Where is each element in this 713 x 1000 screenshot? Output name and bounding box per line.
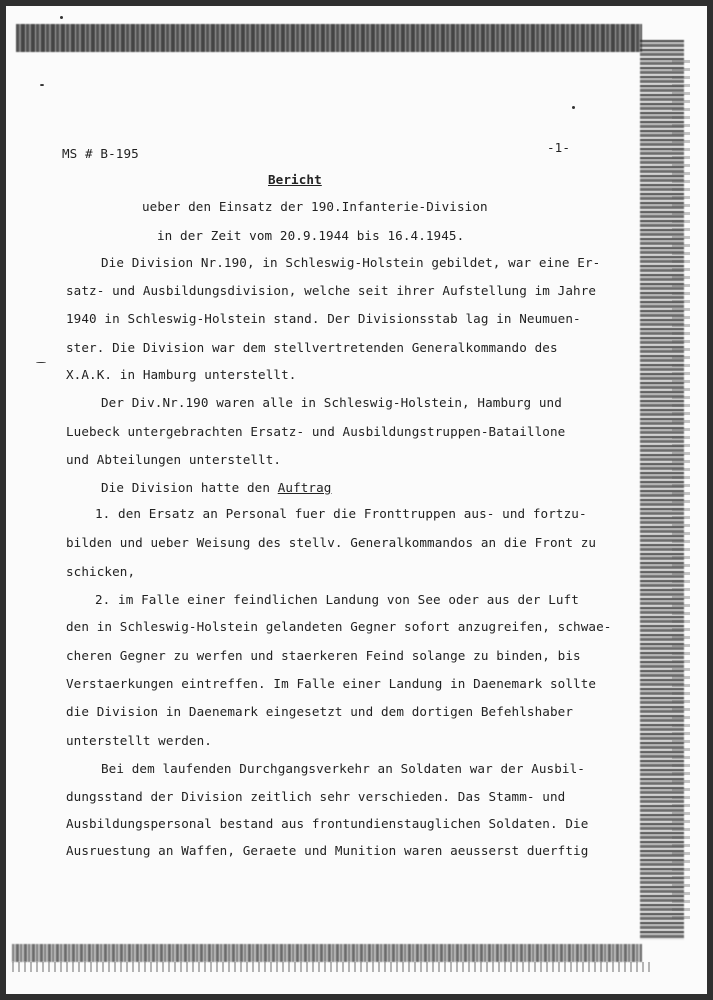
copy-edge-bottom [12, 944, 642, 962]
body-line: X.A.K. in Hamburg unterstellt. [66, 367, 297, 382]
speck [572, 106, 575, 109]
body-line: satz- und Ausbildungsdivision, welche seit ihrer Aufstellung im Jahre [66, 283, 597, 298]
body-line: Die Division Nr.190, in Schleswig-Holstein gebildet, war eine Er- [101, 255, 601, 270]
body-line: ster. Die Division war dem stellvertretenden Generalkommando des [66, 340, 558, 355]
body-line: Ausbildungspersonal bestand aus frontundienstauglichen Soldaten. Die [66, 816, 589, 831]
body-line: Luebeck untergebrachten Ersatz- und Ausbildungstruppen-Bataillone [66, 424, 566, 439]
underlined-word: Auftrag [277, 480, 332, 495]
body-line: Der Div.Nr.190 waren alle in Schleswig-Holstein, Hamburg und [101, 395, 562, 410]
copy-edge-bottom-faint [12, 962, 652, 972]
body-line: Bei dem laufenden Durchgangsverkehr an Soldaten war der Ausbil- [101, 761, 585, 776]
body-line: schicken, [66, 564, 136, 579]
subtitle-line-2: in der Zeit vom 20.9.1944 bis 16.4.1945. [157, 228, 465, 243]
body-line: und Abteilungen unterstellt. [66, 452, 282, 467]
page-number: -1- [547, 140, 571, 155]
speck [60, 16, 63, 19]
copy-edge-top [16, 24, 642, 52]
copy-edge-right-faint [672, 60, 690, 920]
body-line: 1940 in Schleswig-Holstein stand. Der Divisionsstab lag in Neumuen- [66, 311, 581, 326]
list-item: 1. den Ersatz an Personal fuer die Fronttruppen aus- und fortzu- [95, 506, 587, 521]
document-title: Bericht [268, 172, 322, 187]
body-line: bilden und ueber Weisung des stellv. Generalkommandos an die Front zu [66, 535, 597, 550]
body-line: Verstaerkungen eintreffen. Im Falle einer Landung in Daenemark sollte [66, 676, 597, 691]
body-line: den in Schleswig-Holstein gelandeten Gegner sofort anzugreifen, schwae- [66, 619, 612, 634]
subtitle-line-1: ueber den Einsatz der 190.Infanterie-Division [142, 199, 488, 214]
body-line: die Division in Daenemark eingesetzt und dem dortigen Befehlshaber [66, 704, 574, 719]
body-line: Ausruestung an Waffen, Geraete und Munition waren aeusserst duerftig [66, 843, 589, 858]
speck [40, 84, 44, 86]
body-line [101, 480, 331, 495]
ms-number: MS # B-195 [62, 146, 139, 161]
speck [36, 362, 46, 363]
body-line: cheren Gegner zu werfen und staerkeren Feind solange zu binden, bis [66, 648, 581, 663]
body-line: dungsstand der Division zeitlich sehr verschieden. Das Stamm- und [66, 789, 566, 804]
body-line: unterstellt werden. [66, 733, 212, 748]
list-item: 2. im Falle einer feindlichen Landung von See oder aus der Luft [95, 592, 579, 607]
body-text: Die Division hatte den [101, 480, 271, 495]
